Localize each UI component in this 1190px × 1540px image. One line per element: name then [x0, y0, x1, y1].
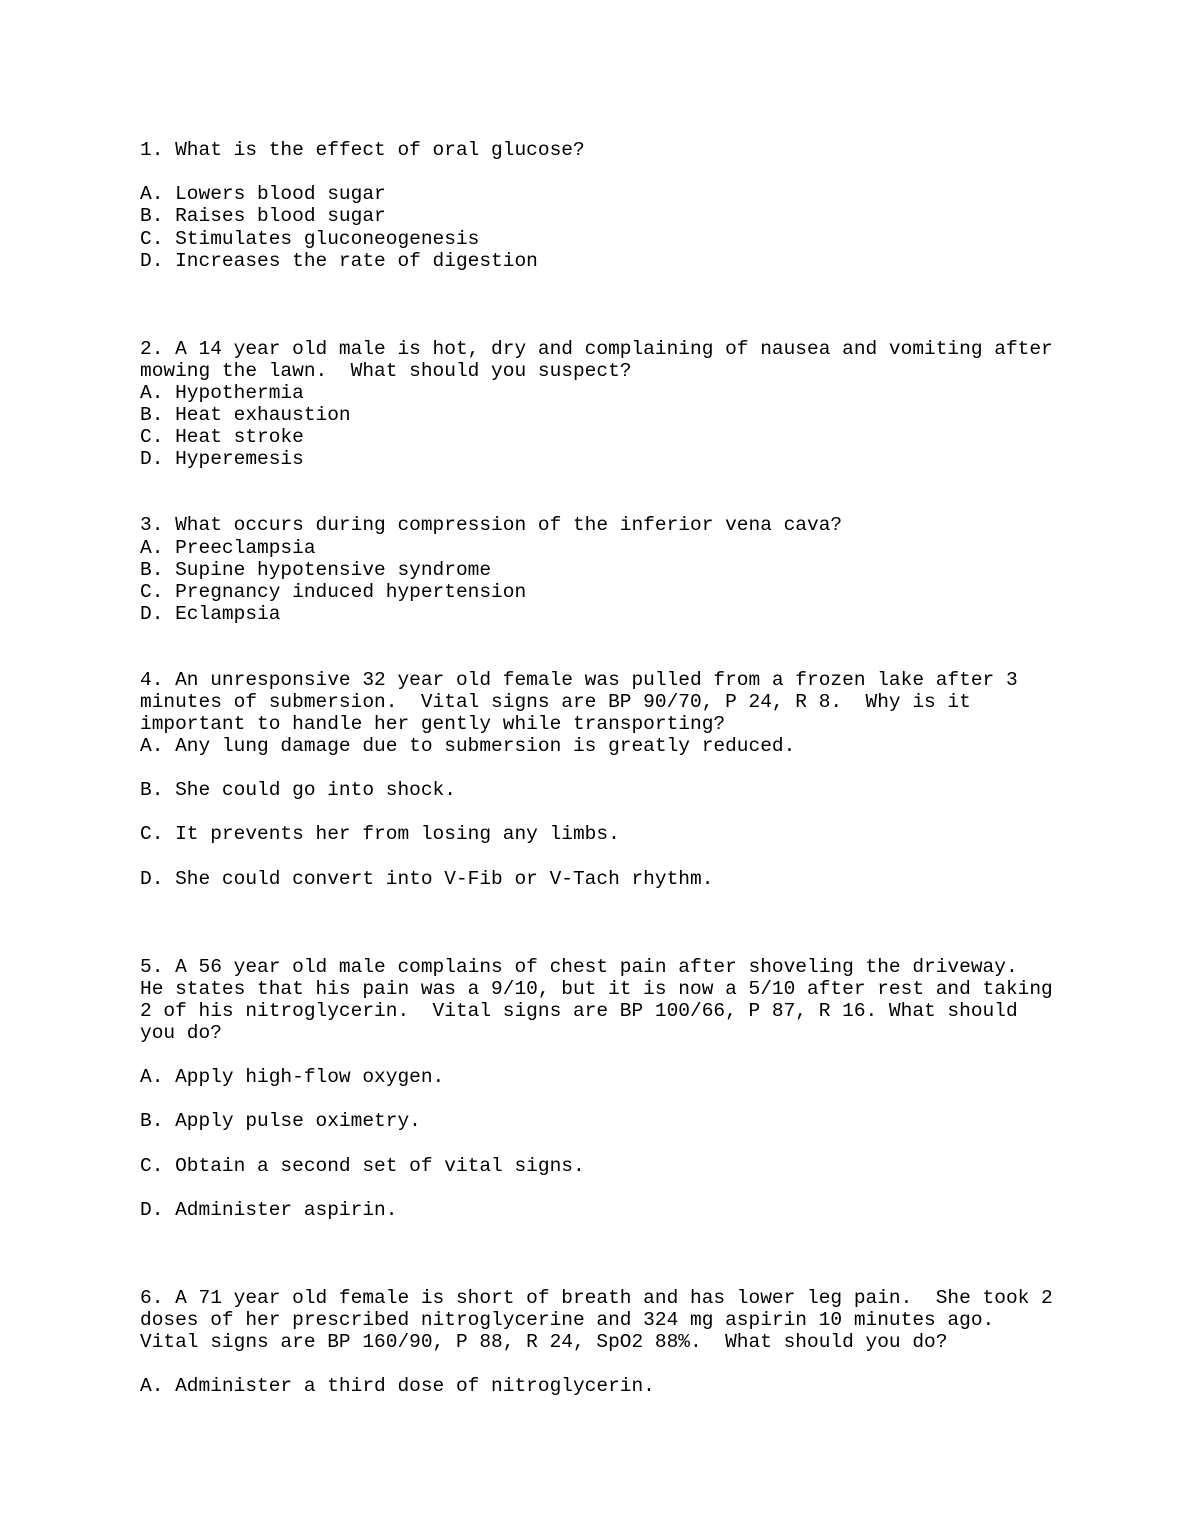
question-2-option-a: A. Hypothermia [140, 382, 304, 404]
question-5-option-a: A. Apply high-flow oxygen. [140, 1066, 445, 1088]
question-6-option-a: A. Administer a third dose of nitroglycerin. [140, 1375, 655, 1397]
question-2-stem-line-1: 2. A 14 year old male is hot, dry and complaining of nausea and vomiting after [140, 338, 1053, 360]
question-4-option-c: C. It prevents her from losing any limbs. [140, 823, 620, 845]
question-6-stem-line-2: doses of her prescribed nitroglycerine and 324 mg aspirin 10 minutes ago. [140, 1309, 995, 1331]
question-4-option-b: B. She could go into shock. [140, 779, 456, 801]
question-4-option-d: D. She could convert into V-Fib or V-Tach rhythm. [140, 868, 714, 890]
question-1-option-b: B. Raises blood sugar [140, 205, 386, 227]
question-5-stem-line-4: you do? [140, 1022, 222, 1044]
question-4-stem-line-1: 4. An unresponsive 32 year old female was pulled from a frozen lake after 3 [140, 669, 1018, 691]
question-6-stem-line-1: 6. A 71 year old female is short of breath and has lower leg pain. She took 2 [140, 1287, 1053, 1309]
question-2-stem-line-2: mowing the lawn. What should you suspect? [140, 360, 632, 382]
question-5-stem-line-1: 5. A 56 year old male complains of chest pain after shoveling the driveway. [140, 956, 1018, 978]
question-3-option-b: B. Supine hypotensive syndrome [140, 559, 492, 581]
question-1-option-a: A. Lowers blood sugar [140, 183, 386, 205]
question-5-option-b: B. Apply pulse oximetry. [140, 1110, 421, 1132]
question-1-option-d: D. Increases the rate of digestion [140, 250, 538, 272]
question-1-stem-line-1: 1. What is the effect of oral glucose? [140, 139, 585, 161]
question-4-stem-line-2: minutes of submersion. Vital signs are BP 90/70, P 24, R 8. Why is it [140, 691, 971, 713]
question-3-option-d: D. Eclampsia [140, 603, 281, 625]
question-1-option-c: C. Stimulates gluconeogenesis [140, 228, 480, 250]
question-3-stem-line-1: 3. What occurs during compression of the inferior vena cava? [140, 514, 843, 536]
question-6-stem-line-3: Vital signs are BP 160/90, P 88, R 24, SpO2 88%. What should you do? [140, 1331, 948, 1353]
question-4-option-a: A. Any lung damage due to submersion is greatly reduced. [140, 735, 796, 757]
question-2-option-d: D. Hyperemesis [140, 448, 304, 470]
question-5-option-c: C. Obtain a second set of vital signs. [140, 1155, 585, 1177]
question-2-option-b: B. Heat exhaustion [140, 404, 351, 426]
question-3-option-a: A. Preeclampsia [140, 537, 316, 559]
question-5-stem-line-2: He states that his pain was a 9/10, but it is now a 5/10 after rest and taking [140, 978, 1053, 1000]
question-2-option-c: C. Heat stroke [140, 426, 304, 448]
question-3-option-c: C. Pregnancy induced hypertension [140, 581, 527, 603]
question-5-option-d: D. Administer aspirin. [140, 1199, 398, 1221]
question-5-stem-line-3: 2 of his nitroglycerin. Vital signs are BP 100/66, P 87, R 16. What should [140, 1000, 1018, 1022]
question-4-stem-line-3: important to handle her gently while transporting? [140, 713, 726, 735]
